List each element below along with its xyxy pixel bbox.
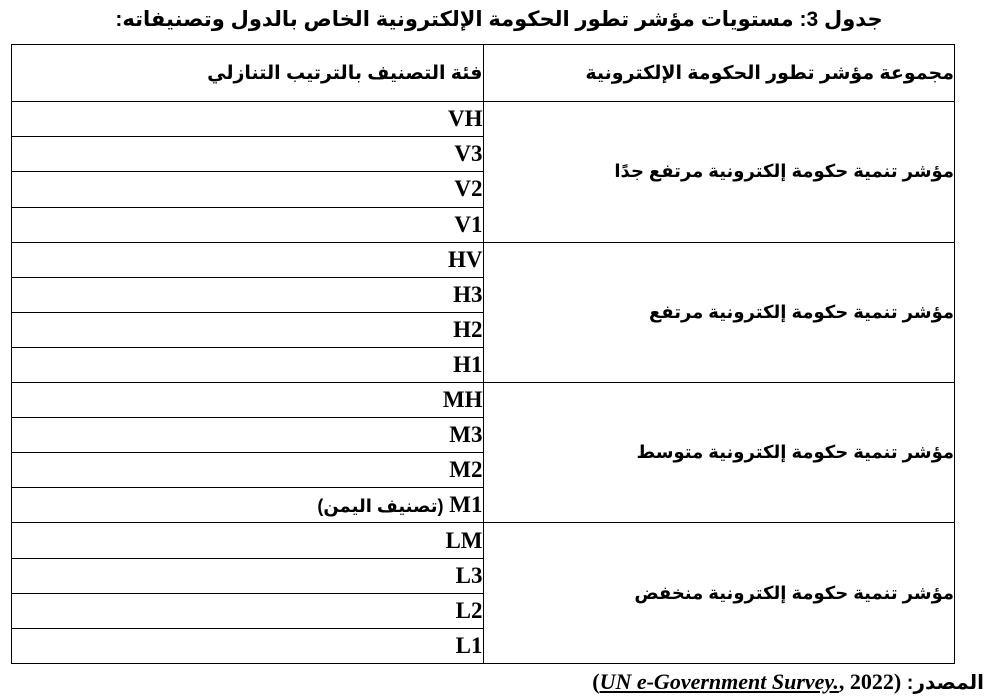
table-row <box>12 523 955 558</box>
class-cell: V1 <box>12 207 484 242</box>
class-cell: V3 <box>12 137 484 172</box>
group-name-low: مؤشر تنمية حكومة إلكترونية منخفض <box>483 523 955 664</box>
group-name-middle: مؤشر تنمية حكومة إلكترونية متوسط <box>483 383 955 523</box>
class-cell: HV <box>12 242 484 277</box>
table-row <box>12 102 955 137</box>
table-row <box>12 383 955 418</box>
header-class-col: فئة التصنيف بالترتيب التنازلي <box>12 45 484 102</box>
class-cell: H3 <box>12 277 484 312</box>
header-group-col: مجموعة مؤشر تطور الحكومة الإلكترونية <box>483 45 955 102</box>
source-citation <box>592 669 901 694</box>
source-year: , 2022 <box>838 669 894 694</box>
source-note <box>592 667 984 697</box>
class-cell-yemen <box>12 488 484 523</box>
table-row <box>12 242 955 277</box>
source-label: المصدر: <box>906 672 984 694</box>
group-name-very-high: مؤشر تنمية حكومة إلكترونية مرتفع جدًا <box>483 102 955 242</box>
class-cell: VH <box>12 102 484 137</box>
class-cell: L1 <box>12 628 484 663</box>
class-code: M1 <box>449 492 483 518</box>
class-cell: H1 <box>12 347 484 382</box>
table-caption-text: جدول 3: مستويات مؤشر تطور الحكومة الإلكترونية الخاص بالدول وتصنيفاته: <box>115 8 883 31</box>
group-name-high: مؤشر تنمية حكومة إلكترونية مرتفع <box>483 242 955 382</box>
class-cell: MH <box>12 383 484 418</box>
class-cell: LM <box>12 523 484 558</box>
class-cell: M3 <box>12 418 484 453</box>
egdi-levels-table <box>11 44 955 664</box>
class-cell: L2 <box>12 593 484 628</box>
yemen-note: (تصنيف اليمن) <box>317 496 444 517</box>
class-cell: L3 <box>12 558 484 593</box>
source-title: UN e-Government Survey. <box>599 669 839 694</box>
class-cell: V2 <box>12 172 484 207</box>
class-cell: M2 <box>12 453 484 488</box>
table-header-row <box>12 45 955 102</box>
source-close-paren: ) <box>893 669 902 694</box>
class-cell: H2 <box>12 312 484 347</box>
source-open-paren: ( <box>592 669 600 694</box>
table-caption <box>0 0 986 40</box>
